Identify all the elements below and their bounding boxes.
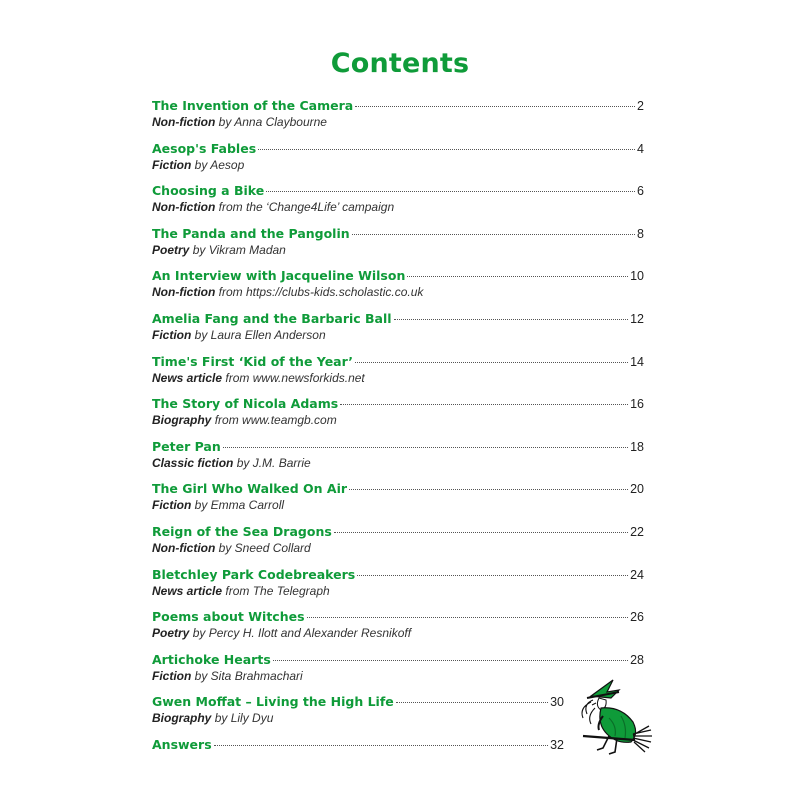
toc-page-number: 26 <box>630 610 644 625</box>
toc-entry[interactable] <box>152 354 652 397</box>
dot-leader <box>340 404 628 405</box>
toc-entry-title[interactable]: An Interview with Jacqueline Wilson <box>152 268 406 284</box>
toc-entry-title[interactable]: The Story of Nicola Adams <box>152 396 339 412</box>
toc-credit: by Percy H. Ilott and Alexander Resnikoff <box>192 626 412 641</box>
dot-leader <box>334 532 628 533</box>
toc-page-number: 2 <box>637 99 644 113</box>
toc-entry-title[interactable]: Time's First ‘Kid of the Year’ <box>152 353 354 369</box>
toc-credit: by Sita Brahmachari <box>194 668 303 683</box>
toc-entry-title[interactable]: Answers <box>152 736 212 752</box>
toc-credit: by Anna Claybourne <box>218 115 327 129</box>
toc-entry[interactable] <box>152 268 652 311</box>
toc-entry[interactable] <box>152 524 652 567</box>
toc-genre: News article <box>152 583 223 598</box>
toc-entry[interactable] <box>152 98 652 141</box>
toc-entry-title[interactable]: Peter Pan <box>152 438 221 454</box>
toc-page-number: 30 <box>550 695 564 710</box>
dot-leader <box>307 617 629 618</box>
dot-leader <box>349 489 628 490</box>
toc-genre: Non-fiction <box>152 285 216 300</box>
toc-entry[interactable] <box>152 439 652 482</box>
toc-page-number: 22 <box>630 524 644 539</box>
toc-page-number: 6 <box>637 184 644 199</box>
toc-entry[interactable] <box>152 567 652 610</box>
toc-entry-title[interactable]: Artichoke Hearts <box>152 651 271 667</box>
toc-credit: by Sneed Collard <box>218 540 311 555</box>
toc-entry-title[interactable]: Bletchley Park Codebreakers <box>152 566 356 582</box>
dot-leader <box>266 191 635 192</box>
dot-leader <box>258 149 635 150</box>
toc-page-number: 12 <box>630 311 644 326</box>
toc-genre: News article <box>152 370 223 385</box>
dot-leader <box>273 660 628 661</box>
dot-leader <box>214 745 548 746</box>
toc-genre: Biography <box>152 711 212 726</box>
dot-leader <box>223 447 628 448</box>
page-title: Contents <box>330 48 470 79</box>
toc-credit: by J.M. Barrie <box>236 455 311 470</box>
toc-page-number: 8 <box>637 226 644 241</box>
toc-credit: from https://clubs-kids.scholastic.co.uk <box>218 285 424 300</box>
toc-page-number: 14 <box>630 354 644 369</box>
toc-credit: from the ‘Change4Life’ campaign <box>218 200 395 215</box>
toc-entry-title[interactable]: The Invention of the Camera <box>152 98 354 113</box>
toc-entry-title[interactable]: Reign of the Sea Dragons <box>152 523 332 539</box>
toc-entry-title[interactable]: Poems about Witches <box>152 609 305 625</box>
dot-leader <box>396 702 548 703</box>
toc-entry-title[interactable]: Choosing a Bike <box>152 183 265 199</box>
toc-genre: Fiction <box>152 498 192 513</box>
toc-genre: Classic fiction <box>152 455 234 470</box>
toc-page-number: 20 <box>630 482 644 497</box>
toc-credit: by Aesop <box>194 157 245 172</box>
toc-page-number: 32 <box>550 737 564 752</box>
witch-on-broomstick-icon <box>573 678 653 760</box>
toc-genre: Non-fiction <box>152 115 216 129</box>
toc-credit: from www.newsforkids.net <box>225 370 365 385</box>
toc-entry[interactable] <box>152 183 652 226</box>
toc-credit: from www.teamgb.com <box>214 413 337 428</box>
toc-entry-title[interactable]: Gwen Moffat – Living the High Life <box>152 694 394 710</box>
toc-genre: Poetry <box>152 626 190 641</box>
dot-leader <box>352 234 635 235</box>
toc-entry-title[interactable]: The Panda and the Pangolin <box>152 225 350 241</box>
toc-genre: Biography <box>152 413 212 428</box>
dot-leader <box>355 106 635 107</box>
toc-genre: Non-fiction <box>152 200 216 215</box>
toc-page-number: 28 <box>630 652 644 667</box>
toc-genre: Fiction <box>152 327 192 342</box>
dot-leader <box>357 575 628 576</box>
toc-entry[interactable] <box>152 609 652 652</box>
toc-page-number: 10 <box>630 269 644 284</box>
dot-leader <box>355 362 628 363</box>
dot-leader <box>407 276 628 277</box>
toc-credit: by Vikram Madan <box>192 242 286 257</box>
toc-genre: Fiction <box>152 157 192 172</box>
toc-entry[interactable] <box>152 141 652 184</box>
toc-page-number: 4 <box>637 141 644 156</box>
toc-entry-title[interactable]: Aesop's Fables <box>152 140 257 156</box>
toc-genre: Poetry <box>152 242 190 257</box>
toc-entry[interactable] <box>152 396 652 439</box>
toc-page-number: 18 <box>630 439 644 454</box>
toc-entry-title[interactable]: Amelia Fang and the Barbaric Ball <box>152 310 392 326</box>
toc-credit: from The Telegraph <box>225 583 330 598</box>
toc-genre: Non-fiction <box>152 540 216 555</box>
toc-entry[interactable] <box>152 481 652 524</box>
toc-page-number: 24 <box>630 567 644 582</box>
toc-credit: by Emma Carroll <box>194 498 285 513</box>
toc-credit: by Laura Ellen Anderson <box>194 327 326 342</box>
toc-genre: Fiction <box>152 668 192 683</box>
toc-entry[interactable] <box>152 226 652 269</box>
dot-leader <box>394 319 629 320</box>
toc-credit: by Lily Dyu <box>214 711 274 726</box>
toc-page-number: 16 <box>630 397 644 412</box>
toc-entry-title[interactable]: The Girl Who Walked On Air <box>152 481 348 497</box>
toc-entry[interactable] <box>152 311 652 354</box>
